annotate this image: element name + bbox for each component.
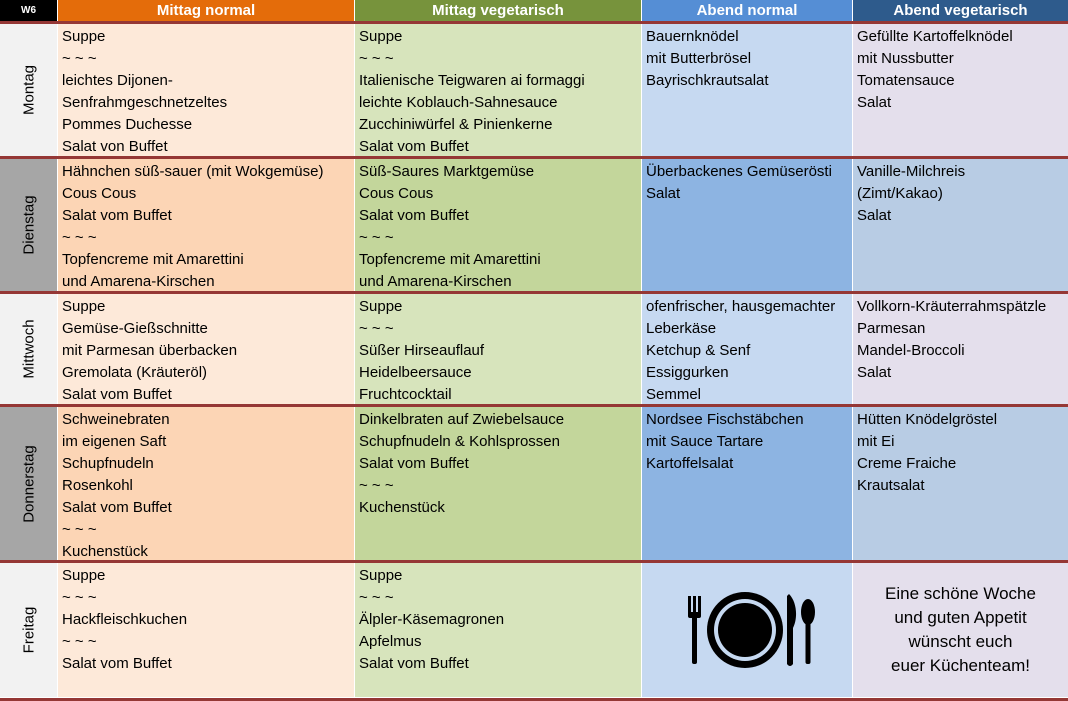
day-name: Dienstag <box>20 195 37 255</box>
menu-item: Salat vom Buffet <box>62 655 172 672</box>
menu-item: Mandel-Broccoli <box>857 342 965 359</box>
menu-item: ~ ~ ~ <box>62 633 97 650</box>
menu-item: Bauernknödel <box>646 28 739 45</box>
menu-item: Salat vom Buffet <box>359 138 469 155</box>
menu-cell-donnerstag-abend-normal <box>642 407 852 560</box>
menu-item: Suppe <box>62 298 106 315</box>
greeting-line: und guten Appetit <box>894 608 1027 627</box>
menu-cell-montag-mittag-vegetarisch <box>355 24 641 156</box>
menu-item: ofenfrischer, hausgemachter <box>646 298 836 315</box>
menu-item: Salat von Buffet <box>62 138 168 155</box>
menu-item: Gremolata (Kräuteröl) <box>62 364 208 381</box>
menu-item: mit Butterbrösel <box>646 50 752 67</box>
menu-item: Zucchiniwürfel & Pinienkerne <box>359 116 553 133</box>
menu-cell-dienstag-abend-vegetarisch <box>853 159 1068 291</box>
menu-item: Kuchenstück <box>359 499 445 516</box>
menu-item: leichtes Dijonen- <box>62 72 173 89</box>
menu-item: Bayrischkrautsalat <box>646 72 769 89</box>
column-header-abend-normal[interactable]: Abend normal <box>642 0 852 21</box>
menu-item: Kuchenstück <box>62 543 148 560</box>
menu-item: Tomatensauce <box>857 72 955 89</box>
menu-item: Heidelbeersauce <box>359 364 472 381</box>
column-header-mittag-normal[interactable]: Mittag normal <box>58 0 354 21</box>
menu-item: Hackfleischkuchen <box>62 611 188 628</box>
menu-item: Süß-Saures Marktgemüse <box>359 163 535 180</box>
menu-item: Salat vom Buffet <box>359 207 469 224</box>
menu-item: (Zimt/Kakao) <box>857 185 943 202</box>
day-name: Donnerstag <box>20 444 37 523</box>
menu-item: Salat vom Buffet <box>359 655 469 672</box>
menu-item: Ketchup & Senf <box>646 342 751 359</box>
menu-item: leichte Koblauch-Sahnesauce <box>359 94 558 111</box>
menu-item: Creme Fraiche <box>857 455 957 472</box>
menu-item: ~ ~ ~ <box>359 320 394 337</box>
menu-cell-donnerstag-abend-vegetarisch <box>853 407 1068 560</box>
menu-item: und Amarena-Kirschen <box>359 273 512 290</box>
menu-item: ~ ~ ~ <box>359 589 394 606</box>
day-label-donnerstag <box>0 407 57 560</box>
menu-item: Gemüse-Gießschnitte <box>62 320 208 337</box>
menu-item: Parmesan <box>857 320 926 337</box>
menu-item: Salat vom Buffet <box>359 455 469 472</box>
menu-item: Fruchtcocktail <box>359 386 452 403</box>
menu-cell-dienstag-mittag-normal <box>58 159 354 291</box>
menu-item: mit Nussbutter <box>857 50 954 67</box>
menu-item: ~ ~ ~ <box>62 521 97 538</box>
menu-item: Topfencreme mit Amarettini <box>359 251 541 268</box>
greeting-line: euer Küchenteam! <box>891 656 1030 675</box>
menu-item: Schweinebraten <box>62 411 170 428</box>
menu-item: Überbackenes Gemüserösti <box>646 163 832 180</box>
menu-item: Dinkelbraten auf Zwiebelsauce <box>359 411 565 428</box>
menu-item: Hütten Knödelgröstel <box>857 411 998 428</box>
greeting-line: Eine schöne Woche <box>885 584 1036 603</box>
menu-item: Vanille-Milchreis <box>857 163 966 180</box>
day-label-freitag <box>0 563 57 697</box>
day-label-mittwoch <box>0 294 57 404</box>
menu-item: Salat vom Buffet <box>62 207 172 224</box>
menu-item: mit Ei <box>857 433 895 450</box>
menu-cell-mittwoch-abend-normal <box>642 294 852 404</box>
day-separator <box>0 156 1068 159</box>
greeting-line: wünscht euch <box>908 632 1013 651</box>
column-header-abend-vegetarisch[interactable]: Abend vegetarisch <box>853 0 1068 21</box>
day-separator <box>0 21 1068 24</box>
menu-item: Cous Cous <box>62 185 137 202</box>
menu-item: mit Sauce Tartare <box>646 433 764 450</box>
day-label-dienstag <box>0 159 57 291</box>
menu-item: Rosenkohl <box>62 477 133 494</box>
menu-item: Salat vom Buffet <box>62 499 172 516</box>
menu-cell-montag-abend-vegetarisch <box>853 24 1068 156</box>
menu-item: Suppe <box>62 567 106 584</box>
menu-item: Salat <box>646 185 681 202</box>
menu-item: Apfelmus <box>359 633 422 650</box>
menu-cell-freitag-mittag-normal <box>58 563 354 697</box>
menu-item: Hähnchen süß-sauer (mit Wokgemüse) <box>62 163 324 180</box>
menu-item: Italienische Teigwaren ai formaggi <box>359 72 585 89</box>
menu-cell-freitag-mittag-vegetarisch <box>355 563 641 697</box>
menu-cell-mittwoch-abend-vegetarisch <box>853 294 1068 404</box>
menu-cell-montag-mittag-normal <box>58 24 354 156</box>
menu-item: Kartoffelsalat <box>646 455 734 472</box>
menu-cell-dienstag-abend-normal <box>642 159 852 291</box>
day-name: Montag <box>20 64 37 116</box>
plate-cutlery-icon <box>642 563 852 697</box>
menu-cell-mittwoch-mittag-vegetarisch <box>355 294 641 404</box>
menu-item: Salat <box>857 364 892 381</box>
day-separator <box>0 560 1068 563</box>
menu-item: Leberkäse <box>646 320 717 337</box>
menu-item: Suppe <box>359 298 403 315</box>
column-header-mittag-vegetarisch[interactable]: Mittag vegetarisch <box>355 0 641 21</box>
menu-item: ~ ~ ~ <box>359 477 394 494</box>
menu-item: Salat vom Buffet <box>62 386 172 403</box>
menu-item: im eigenen Saft <box>62 433 167 450</box>
menu-item: Salat <box>857 207 892 224</box>
menu-item: ~ ~ ~ <box>359 229 394 246</box>
day-separator <box>0 291 1068 294</box>
menu-item: ~ ~ ~ <box>359 50 394 67</box>
menu-item: Süßer Hirseauflauf <box>359 342 485 359</box>
menu-item: Suppe <box>359 28 403 45</box>
menu-item: Schupfnudeln <box>62 455 154 472</box>
menu-item: Älpler-Käsemagronen <box>359 611 505 628</box>
menu-item: Krautsalat <box>857 477 925 494</box>
day-name: Freitag <box>20 606 37 654</box>
menu-item: mit Parmesan überbacken <box>62 342 238 359</box>
greeting-message <box>853 563 1068 697</box>
menu-item: Semmel <box>646 386 702 403</box>
menu-cell-donnerstag-mittag-vegetarisch <box>355 407 641 560</box>
menu-cell-mittwoch-mittag-normal <box>58 294 354 404</box>
menu-item: Schupfnudeln & Kohlsprossen <box>359 433 560 450</box>
menu-item: Cous Cous <box>359 185 434 202</box>
day-name: Mittwoch <box>20 319 37 379</box>
menu-cell-montag-abend-normal <box>642 24 852 156</box>
menu-item: ~ ~ ~ <box>62 589 97 606</box>
menu-cell-dienstag-mittag-vegetarisch <box>355 159 641 291</box>
menu-cell-donnerstag-mittag-normal <box>58 407 354 560</box>
menu-item: ~ ~ ~ <box>62 229 97 246</box>
menu-item: Suppe <box>359 567 403 584</box>
menu-item: Topfencreme mit Amarettini <box>62 251 244 268</box>
week-label: W6 <box>0 0 57 21</box>
menu-item: Pommes Duchesse <box>62 116 193 133</box>
menu-item: Essiggurken <box>646 364 729 381</box>
menu-item: Salat <box>857 94 892 111</box>
menu-item: Suppe <box>62 28 106 45</box>
menu-item: ~ ~ ~ <box>62 50 97 67</box>
day-separator <box>0 404 1068 407</box>
menu-item: Gefüllte Kartoffelknödel <box>857 28 1013 45</box>
day-label-montag <box>0 24 57 156</box>
menu-item: und Amarena-Kirschen <box>62 273 215 290</box>
menu-item: Senfrahmgeschnetzeltes <box>62 94 228 111</box>
menu-item: Nordsee Fischstäbchen <box>646 411 804 428</box>
menu-item: Vollkorn-Kräuterrahmspätzle <box>857 298 1047 315</box>
